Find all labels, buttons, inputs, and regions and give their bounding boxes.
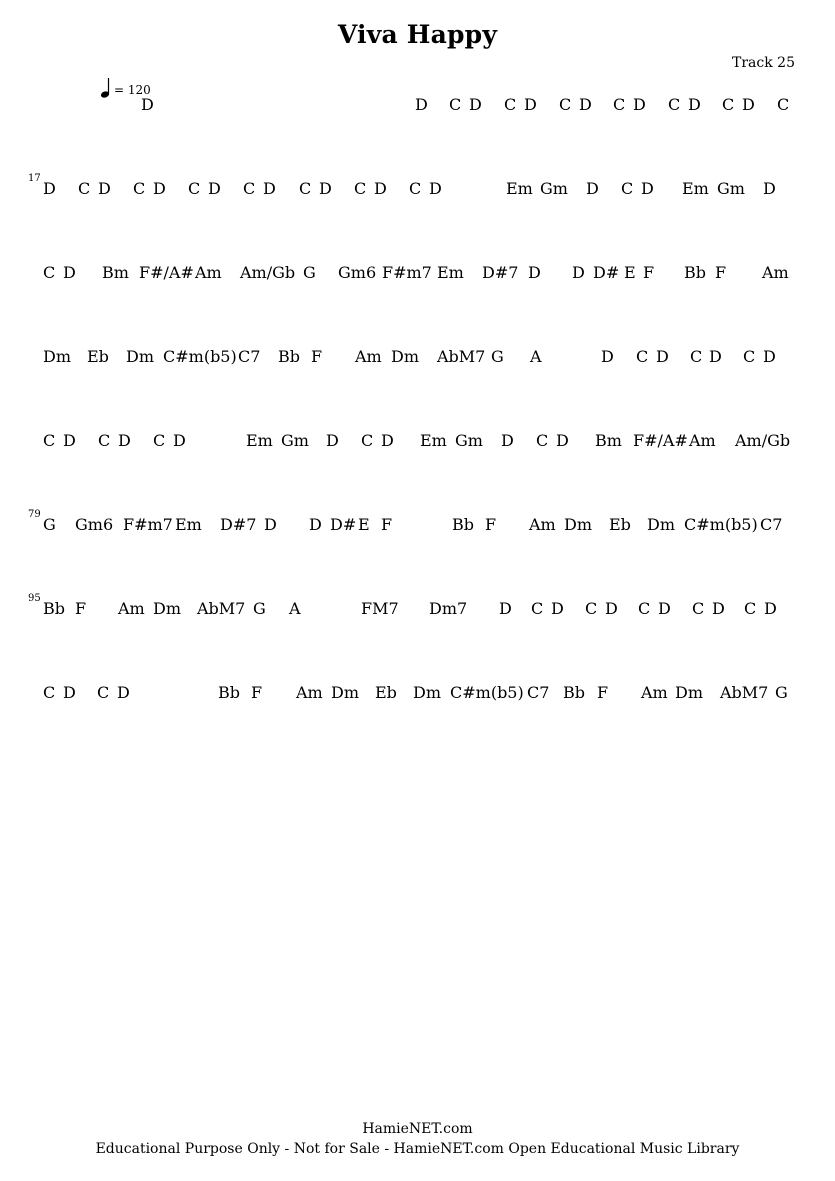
chord-symbol: C xyxy=(559,95,572,114)
chord-symbol: E xyxy=(624,263,636,282)
chord-symbol: D xyxy=(709,347,722,366)
chord-symbol: AbM7 xyxy=(197,599,246,618)
chord-symbol: C xyxy=(504,95,517,114)
chord-symbol: C#m(b5) xyxy=(450,683,524,702)
chord-symbol: Gm xyxy=(455,431,483,450)
chord-row xyxy=(0,173,835,203)
chord-row xyxy=(0,433,835,455)
chord-symbol: C xyxy=(613,95,626,114)
chord-symbol: D xyxy=(117,683,130,702)
chord-symbol: D xyxy=(601,347,614,366)
chord-symbol: C xyxy=(97,683,110,702)
chord-symbol: Am/Gb xyxy=(240,263,296,282)
chord-symbol: Em xyxy=(437,263,464,282)
chord-symbol: Am xyxy=(529,515,556,534)
chord-symbol: D xyxy=(141,95,154,114)
chord-symbol: D xyxy=(641,179,654,198)
chord-symbol: Dm xyxy=(564,515,592,534)
chord-symbol: D xyxy=(326,431,339,450)
chord-symbol: D xyxy=(469,95,482,114)
chord-symbol: Dm xyxy=(413,683,441,702)
chord-symbol: Am xyxy=(195,263,222,282)
chord-symbol: C xyxy=(153,431,166,450)
chord-symbol: D xyxy=(63,263,76,282)
chord-symbol: Bb xyxy=(684,263,706,282)
chord-symbol: F xyxy=(485,515,497,534)
chord-symbol: D xyxy=(309,515,322,534)
chord-symbol: Dm xyxy=(647,515,675,534)
chord-symbol: C xyxy=(98,431,111,450)
chord-symbol: C xyxy=(692,599,705,618)
chord-symbol: D xyxy=(742,95,755,114)
chord-symbol: D xyxy=(381,431,394,450)
chord-symbol: Dm xyxy=(43,347,71,366)
chord-symbol: D xyxy=(374,179,387,198)
chord-symbol: C xyxy=(722,95,735,114)
chord-symbol: C xyxy=(777,95,790,114)
chord-symbol: Am xyxy=(355,347,382,366)
chord-symbol: F xyxy=(251,683,263,702)
chord-symbol: C7 xyxy=(760,515,783,534)
chord-symbol: Dm xyxy=(126,347,154,366)
chord-symbol: F#/A# xyxy=(139,263,194,282)
chord-symbol: D xyxy=(605,599,618,618)
chord-symbol: Em xyxy=(682,179,709,198)
chord-row xyxy=(0,97,835,119)
chord-symbol: Em xyxy=(175,515,202,534)
chord-symbol: Am xyxy=(296,683,323,702)
chord-symbol: D#7 xyxy=(220,515,257,534)
chord-symbol: C xyxy=(638,599,651,618)
chord-symbol: D xyxy=(524,95,537,114)
chord-symbol: D xyxy=(98,179,111,198)
chord-symbol: C xyxy=(531,599,544,618)
chord-symbol: C xyxy=(621,179,634,198)
chord-symbol: D xyxy=(688,95,701,114)
chord-symbol: G xyxy=(43,515,56,534)
chord-symbol: C xyxy=(585,599,598,618)
chord-symbol: Gm xyxy=(540,179,568,198)
measure-number: 95 xyxy=(28,593,41,604)
chord-symbol: F xyxy=(715,263,727,282)
footer-notice: Educational Purpose Only - Not for Sale - HamieNET.com Open Educational Music Library xyxy=(95,1141,740,1157)
chord-symbol: C7 xyxy=(238,347,261,366)
chord-symbol: Dm7 xyxy=(429,599,468,618)
chord-symbol: D xyxy=(528,263,541,282)
chord-symbol: Bb xyxy=(278,347,300,366)
chord-symbol: D xyxy=(763,179,776,198)
chord-symbol: D xyxy=(712,599,725,618)
chord-symbol: D xyxy=(656,347,669,366)
chord-symbol: C xyxy=(243,179,256,198)
chord-symbol: C xyxy=(409,179,422,198)
chord-symbol: D xyxy=(499,599,512,618)
chord-symbol: A xyxy=(289,599,301,618)
chord-symbol: C xyxy=(299,179,312,198)
chord-symbol: D xyxy=(173,431,186,450)
chord-symbol: Bb xyxy=(452,515,474,534)
chord-symbol: D xyxy=(429,179,442,198)
chord-symbol: F xyxy=(381,515,393,534)
chord-symbol: Gm xyxy=(281,431,309,450)
chord-symbol: F xyxy=(75,599,87,618)
chord-symbol: Dm xyxy=(675,683,703,702)
chord-symbol: Eb xyxy=(609,515,631,534)
chord-symbol: F#m7 xyxy=(123,515,173,534)
chord-symbol: D xyxy=(551,599,564,618)
chord-symbol: C xyxy=(361,431,374,450)
chord-symbol: D xyxy=(263,179,276,198)
chord-symbol: D xyxy=(319,179,332,198)
chord-symbol: C xyxy=(43,431,56,450)
chord-symbol: Em xyxy=(420,431,447,450)
quarter-note-icon xyxy=(100,77,114,99)
chord-symbol: Gm xyxy=(717,179,745,198)
chord-symbol: Bb xyxy=(563,683,585,702)
chord-symbol: C#m(b5) xyxy=(684,515,758,534)
chord-symbol: Gm6 xyxy=(75,515,114,534)
chord-symbol: Am xyxy=(641,683,668,702)
chord-symbol: AbM7 xyxy=(720,683,769,702)
chord-symbol: D xyxy=(633,95,646,114)
chord-symbol: G xyxy=(303,263,316,282)
chord-symbol: F xyxy=(311,347,323,366)
chord-symbol: A xyxy=(530,347,542,366)
chord-symbol: C xyxy=(536,431,549,450)
page-title: Viva Happy xyxy=(337,20,498,49)
chord-symbol: D xyxy=(556,431,569,450)
chord-symbol: D#7 xyxy=(482,263,519,282)
chord-symbol: C xyxy=(43,683,56,702)
chord-symbol: D# xyxy=(330,515,357,534)
chord-symbol: Em xyxy=(506,179,533,198)
chord-symbol: AbM7 xyxy=(437,347,486,366)
tempo-value: = 120 xyxy=(114,83,151,97)
chord-symbol: D xyxy=(572,263,585,282)
chord-symbol: D xyxy=(264,515,277,534)
chord-row xyxy=(0,685,835,707)
chord-symbol: D xyxy=(63,683,76,702)
measure-number: 17 xyxy=(28,173,41,184)
chord-symbol: D xyxy=(415,95,428,114)
chord-symbol: Am xyxy=(689,431,716,450)
footer-site: HamieNET.com xyxy=(362,1121,473,1137)
chord-symbol: Am xyxy=(762,263,789,282)
measure-number: 79 xyxy=(28,509,41,520)
chord-symbol: C xyxy=(636,347,649,366)
chord-symbol: C7 xyxy=(527,683,550,702)
chord-symbol: Em xyxy=(246,431,273,450)
chord-symbol: C xyxy=(43,263,56,282)
chord-symbol: C xyxy=(668,95,681,114)
chord-symbol: C xyxy=(449,95,462,114)
chord-symbol: Bm xyxy=(102,263,129,282)
chord-symbol: F#/A# xyxy=(633,431,688,450)
chord-symbol: C xyxy=(78,179,91,198)
chord-symbol: Bb xyxy=(43,599,65,618)
chord-symbol: Bm xyxy=(595,431,622,450)
chord-symbol: Am xyxy=(118,599,145,618)
chord-symbol: F xyxy=(643,263,655,282)
chord-symbol: D xyxy=(208,179,221,198)
chord-row xyxy=(0,593,835,623)
chord-symbol: Bb xyxy=(218,683,240,702)
chord-symbol: C xyxy=(690,347,703,366)
chord-row xyxy=(0,265,835,287)
chord-symbol: D xyxy=(658,599,671,618)
chord-symbol: D xyxy=(586,179,599,198)
chord-row xyxy=(0,509,835,539)
chord-symbol: D xyxy=(763,347,776,366)
chord-symbol: C xyxy=(744,599,757,618)
chord-symbol: D xyxy=(43,179,56,198)
chord-symbol: D xyxy=(501,431,514,450)
chord-symbol: C xyxy=(743,347,756,366)
chord-symbol: D xyxy=(118,431,131,450)
chord-symbol: Am/Gb xyxy=(735,431,791,450)
chord-symbol: C#m(b5) xyxy=(163,347,237,366)
chord-symbol: C xyxy=(188,179,201,198)
chord-symbol: Dm xyxy=(331,683,359,702)
chord-symbol: Eb xyxy=(87,347,109,366)
chord-symbol: F xyxy=(597,683,609,702)
chord-symbol: Dm xyxy=(391,347,419,366)
chord-symbol: Dm xyxy=(153,599,181,618)
chord-symbol: D# xyxy=(593,263,620,282)
chord-symbol: D xyxy=(764,599,777,618)
chord-symbol: D xyxy=(579,95,592,114)
chord-row xyxy=(0,349,835,371)
chord-symbol: G xyxy=(775,683,788,702)
chord-symbol: Eb xyxy=(375,683,397,702)
chord-symbol: E xyxy=(358,515,370,534)
chord-symbol: FM7 xyxy=(361,599,399,618)
track-subtitle: Track 25 xyxy=(732,55,795,71)
chord-symbol: C xyxy=(133,179,146,198)
chord-symbol: D xyxy=(63,431,76,450)
chord-symbol: G xyxy=(253,599,266,618)
chord-symbol: C xyxy=(354,179,367,198)
chord-symbol: Gm6 xyxy=(338,263,377,282)
chord-symbol: G xyxy=(491,347,504,366)
chord-symbol: F#m7 xyxy=(382,263,432,282)
chord-symbol: D xyxy=(153,179,166,198)
